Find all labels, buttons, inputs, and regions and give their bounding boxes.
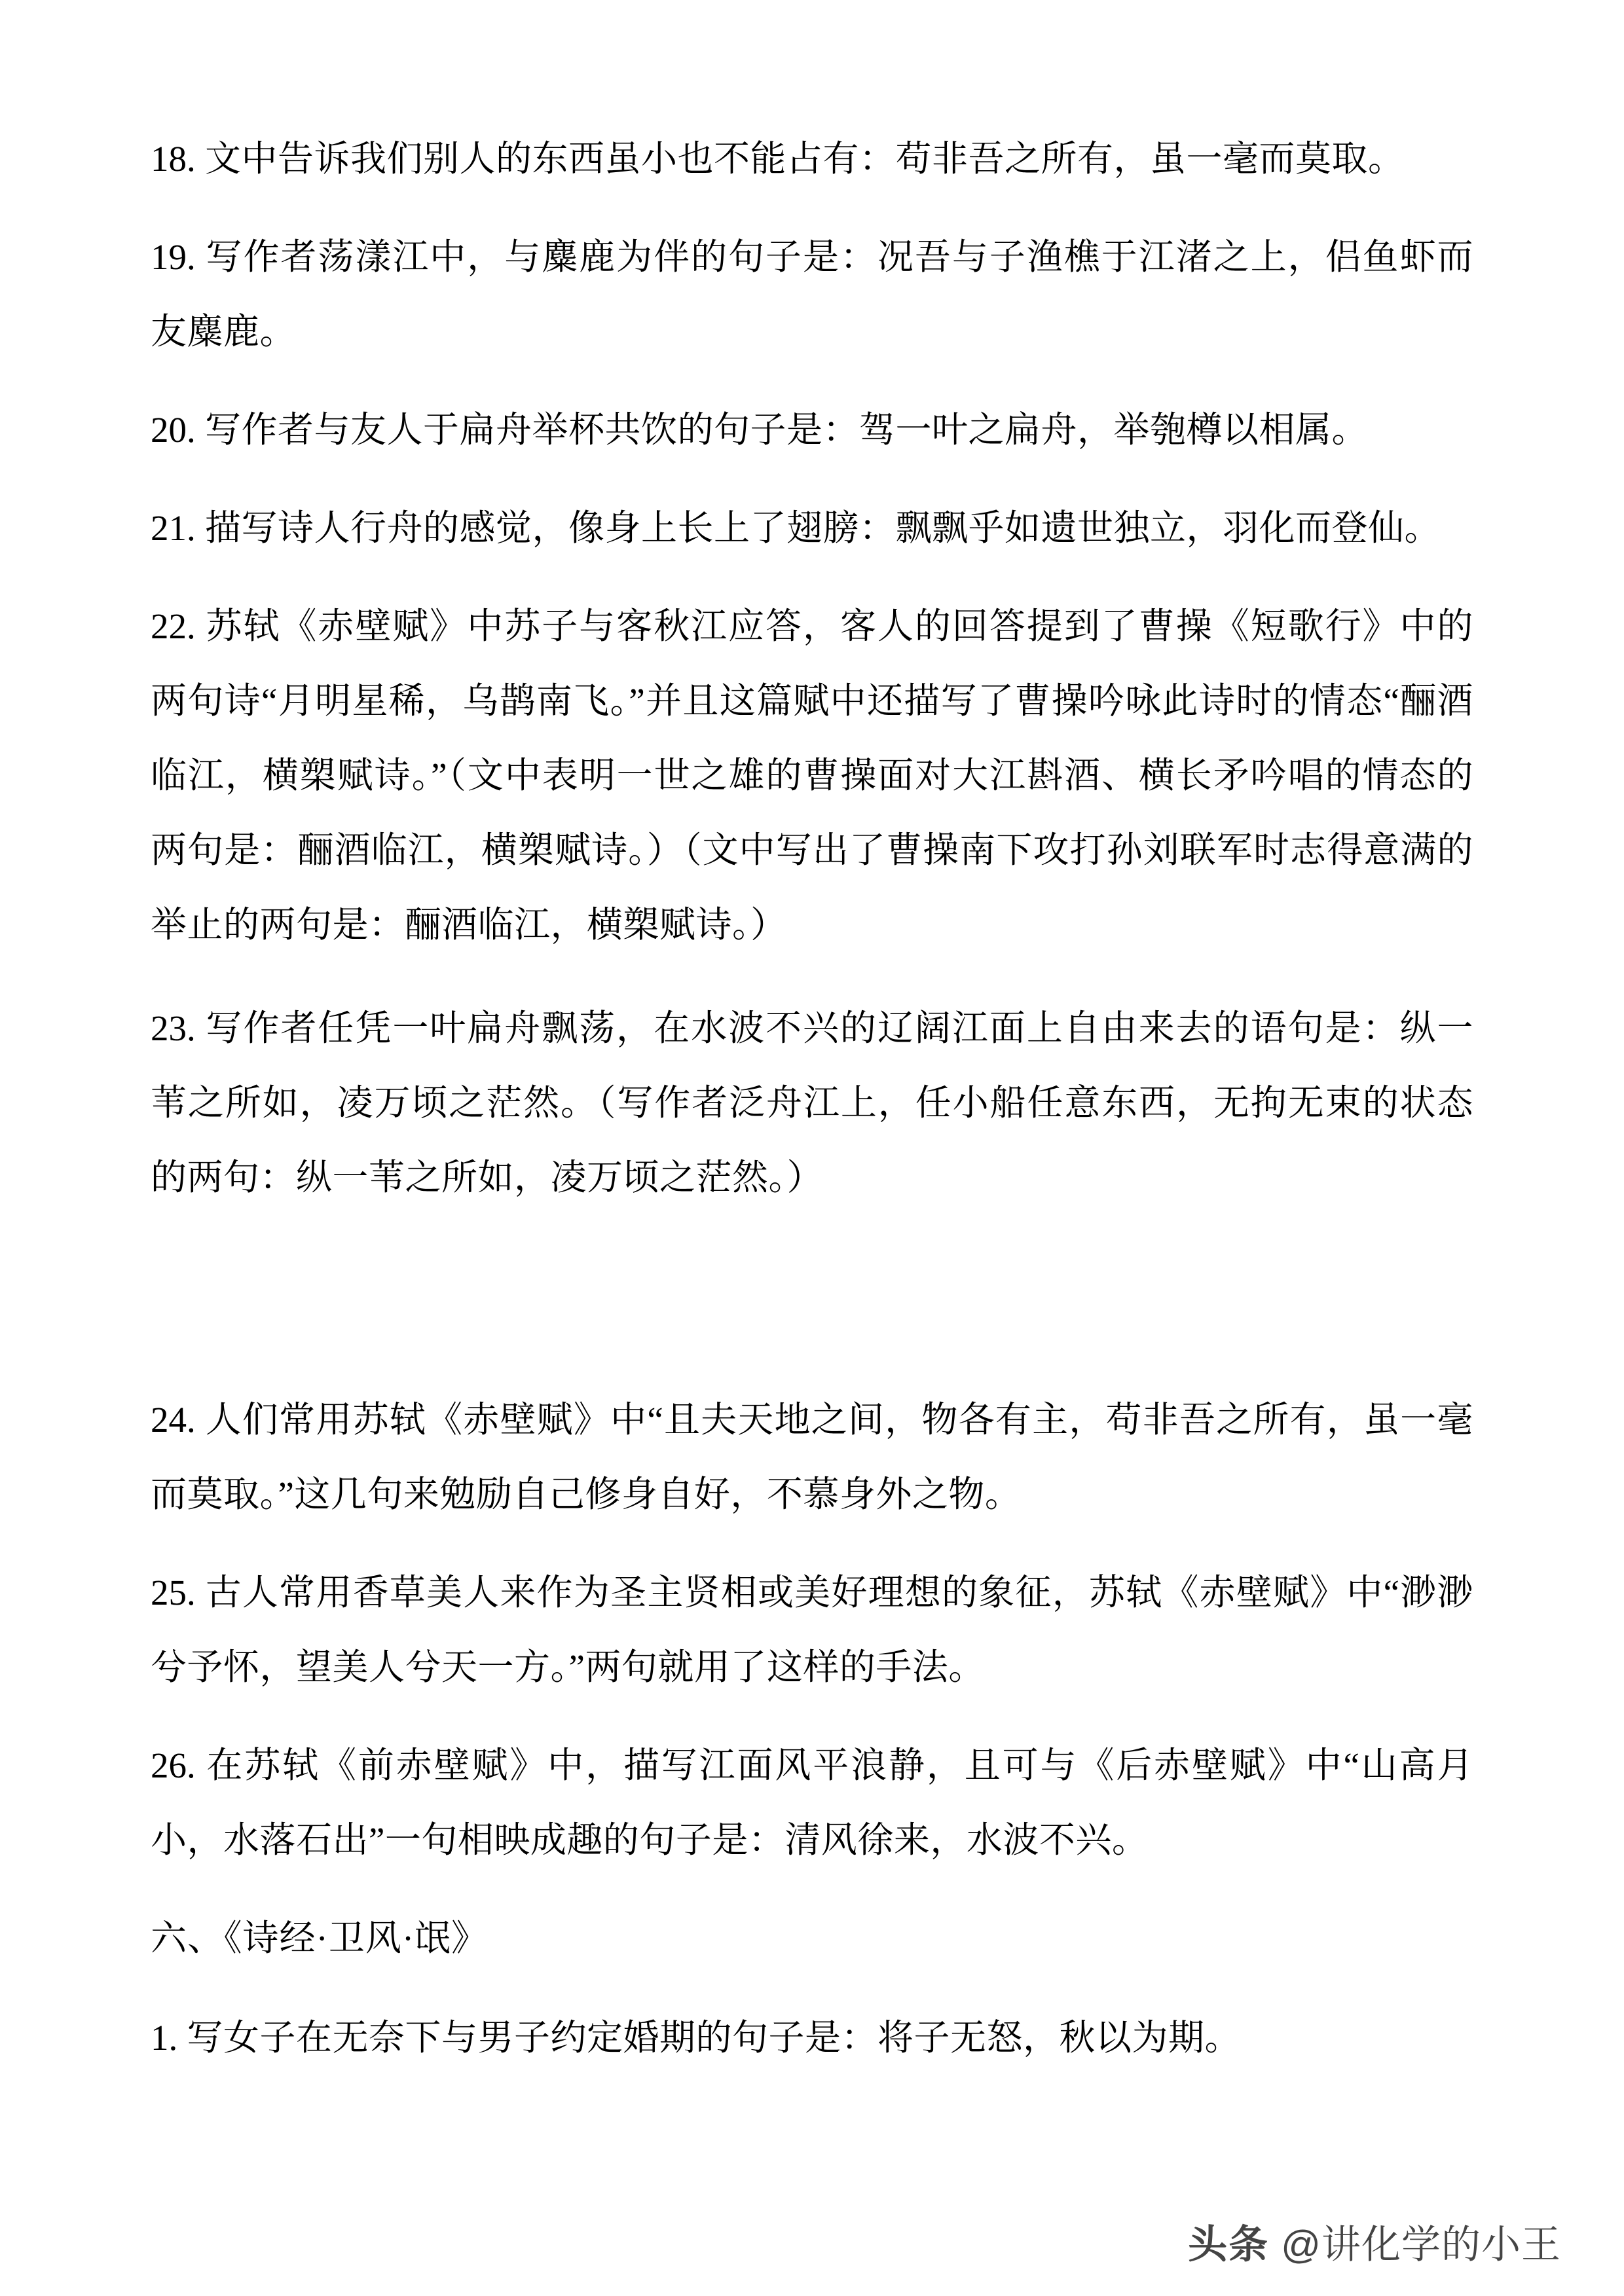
item-text: 人们常用苏轼《赤壁赋》中“且夫天地之间，物各有主，苟非吾之所有，虽一毫而莫取。”这几句来勉励自己修身自好，不慕身外之物。 (151, 1400, 1473, 1514)
item-number: 26. (151, 1745, 196, 1785)
list-item (151, 122, 1473, 196)
document-body (151, 122, 1473, 2075)
item-text: 文中告诉我们别人的东西虽小也不能占有：苟非吾之所有，虽一毫而莫取。 (205, 139, 1405, 179)
item-number: 18. (151, 139, 196, 179)
item-number: 20. (151, 410, 196, 450)
list-item (151, 1728, 1473, 1878)
item-text: 古人常用香草美人来作为圣主贤相或美好理想的象征，苏轼《赤壁赋》中“渺渺兮予怀，望美人兮天一方。”两句就用了这样的手法。 (151, 1573, 1473, 1687)
section-heading: 六、《诗经·卫风·氓》 (151, 1918, 489, 1958)
list-item (151, 1556, 1473, 1705)
section-spacer (151, 1240, 1473, 1383)
item-number: 21. (151, 508, 196, 548)
item-text: 写作者荡漾江中，与麋鹿为伴的句子是：况吾与子渔樵于江渚之上，侣鱼虾而友麋鹿。 (151, 237, 1474, 352)
item-number: 22. (151, 606, 196, 646)
item-text: 苏轼《赤壁赋》中苏子与客秋江应答，客人的回答提到了曹操《短歌行》中的两句诗“月明星稀，乌鹊南飞。”并且这篇赋中还描写了曹操吟咏此诗时的情态“酾酒临江，横槊赋诗。”（文中表明一世之雄的曹操面对大江斟酒、横长矛吟唱的情态的两句是：酾酒临江，横槊赋诗。）（文中写出了曹操南下攻打孙刘联军时志得意满的举止的两句是：酾酒临江，横槊赋诗。） (151, 606, 1474, 945)
watermark-handle: @讲化学的小王 (1281, 2223, 1561, 2267)
item-text: 写女子在无奈下与男子约定婚期的句子是：将子无怒，秋以为期。 (187, 2018, 1242, 2058)
item-number: 1. (151, 2018, 178, 2058)
item-text: 描写诗人行舟的感觉，像身上长上了翅膀：飘飘乎如遗世独立，羽化而登仙。 (205, 508, 1441, 548)
list-item (151, 220, 1473, 369)
list-item (151, 491, 1473, 566)
watermark-brand: 头条 (1188, 2223, 1270, 2267)
watermark (1188, 2225, 1561, 2265)
item-text: 在苏轼《前赤壁赋》中，描写江面风平浪静，且可与《后赤壁赋》中“山高月小，水落石出”一句相映成趣的句子是：清风徐来，水波不兴。 (151, 1745, 1473, 1860)
list-item (151, 2001, 1473, 2075)
item-number: 23. (151, 1008, 196, 1048)
item-number: 24. (151, 1400, 196, 1440)
list-item (151, 1383, 1473, 1532)
list-item (151, 589, 1473, 962)
item-text: 写作者任凭一叶扁舟飘荡，在水波不兴的辽阔江面上自由来去的语句是：纵一苇之所如，凌万顷之茫然。（写作者泛舟江上，任小船任意东西，无拘无束的状态的两句：纵一苇之所如，凌万顷之茫然。） (151, 1008, 1474, 1197)
item-number: 19. (151, 237, 196, 277)
item-text: 写作者与友人于扁舟举杯共饮的句子是：驾一叶之扁舟，举匏樽以相属。 (205, 410, 1369, 450)
item-number: 25. (151, 1573, 196, 1613)
list-item (151, 991, 1473, 1215)
list-item (151, 393, 1473, 467)
